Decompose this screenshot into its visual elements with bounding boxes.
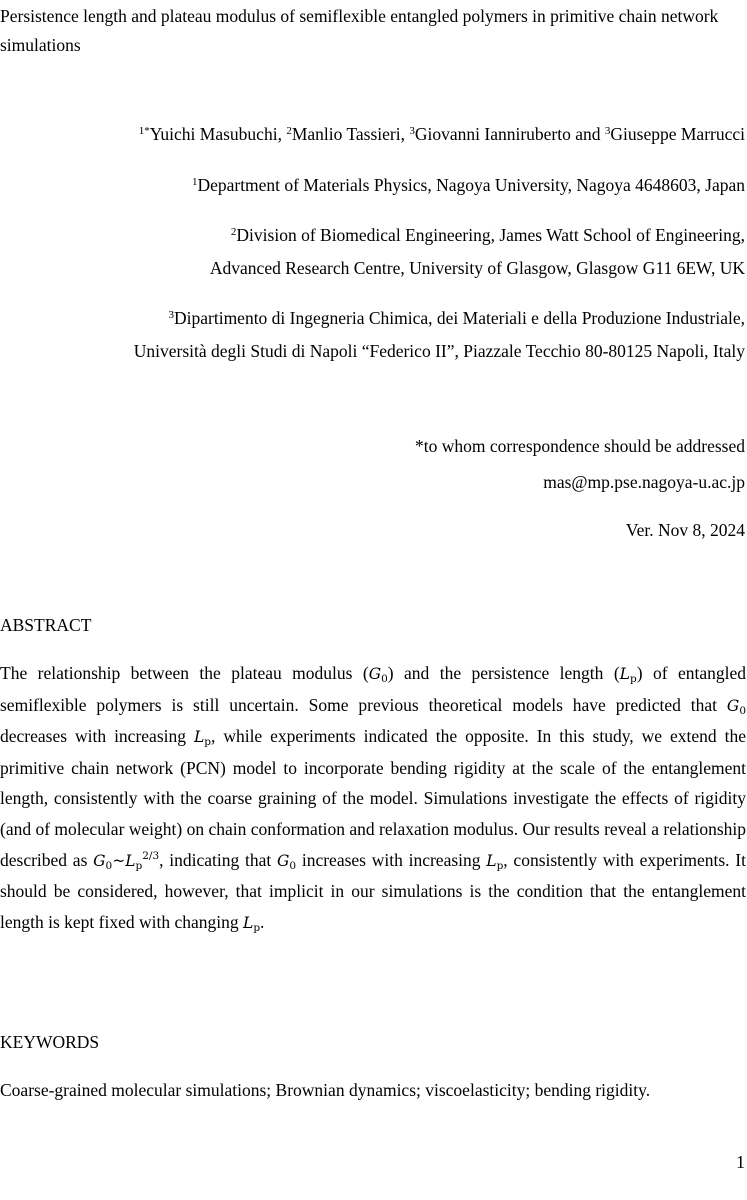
math-subscript: p xyxy=(135,859,143,872)
math-g0 xyxy=(727,697,746,715)
math-symbol: G xyxy=(277,851,290,870)
abstract-text: increases with increasing xyxy=(296,849,487,870)
version-date: Ver. Nov 8, 2024 xyxy=(625,520,745,540)
math-symbol: L xyxy=(243,913,254,932)
author-mark: 3 xyxy=(604,125,611,137)
math-g0 xyxy=(277,852,296,870)
abstract-text: The relationship between the plateau modulus ( xyxy=(0,663,369,683)
math-symbol: L xyxy=(486,851,497,870)
author-name: Giovanni Ianniruberto and xyxy=(414,124,605,144)
math-exponent: 2/3 xyxy=(142,849,160,862)
math-symbol: L xyxy=(125,851,136,870)
correspondence-note: *to whom correspondence should be addressed xyxy=(415,436,745,456)
author-name: Giuseppe Marrucci xyxy=(610,124,745,144)
math-symbol: G xyxy=(93,851,106,870)
abstract-text: ) of entangled semiflexible polymers is still uncertain. Some previous theoretical models have predicted that xyxy=(0,663,746,715)
affiliation-text: Department of Materials Physics, Nagoya University, Nagoya 4648603, Japan xyxy=(197,175,745,195)
keywords-text: Coarse-grained molecular simulations; Brownian dynamics; viscoelasticity; bending rigidity. xyxy=(0,1080,651,1100)
math-symbol: L xyxy=(619,665,630,683)
abstract-text: ) and the persistence length ( xyxy=(387,663,620,683)
affiliation-mark: 2 xyxy=(230,226,237,238)
math-subscript: 0 xyxy=(739,704,746,717)
author-mark: 1* xyxy=(138,125,150,137)
page-number: 1 xyxy=(736,1152,745,1172)
abstract-text: , indicating that xyxy=(159,849,278,870)
math-subscript: p xyxy=(629,673,637,685)
affiliation-2-line-2: Advanced Research Centre, University of Glasgow, Glasgow G11 6EW, UK xyxy=(209,258,745,278)
affiliation-mark: 1 xyxy=(191,176,198,188)
math-lp xyxy=(193,728,211,749)
affiliation-mark: 3 xyxy=(168,309,174,321)
math-lp xyxy=(620,665,637,683)
abstract-text: decreases with increasing xyxy=(0,726,194,747)
math-subscript: p xyxy=(253,921,261,934)
math-subscript: 0 xyxy=(289,859,297,872)
affiliation-3-line-1 xyxy=(169,308,746,329)
affiliation-1 xyxy=(192,175,745,196)
paper-title: Persistence length and plateau modulus of semiflexible entangled polymers in primitive chain network simulations xyxy=(0,6,719,55)
author-mark: 3 xyxy=(409,125,415,137)
math-symbol: G xyxy=(368,665,382,683)
abstract-text: . xyxy=(260,911,265,932)
affiliation-text: Dipartimento di Ingegneria Chimica, dei Materiali e della Produzione Industriale, xyxy=(174,308,745,328)
math-subscript: p xyxy=(496,859,504,872)
math-symbol: L xyxy=(193,728,205,747)
author-line xyxy=(139,124,745,145)
math-g0 xyxy=(369,665,388,683)
keywords-heading: KEYWORDS xyxy=(0,1032,100,1052)
math-lp xyxy=(486,852,503,870)
correspondence-email: mas@mp.pse.nagoya-u.ac.jp xyxy=(543,472,745,492)
author-name: Manlio Tassieri, xyxy=(291,124,410,144)
math-subscript: 0 xyxy=(381,673,388,685)
author-name: Yuichi Masubuchi, xyxy=(149,124,287,144)
math-lp xyxy=(243,914,260,932)
math-relation xyxy=(93,849,160,872)
affiliation-3-line-2: Università degli Studi di Napoli “Federico II”, Piazzale Tecchio 80-80125 Napoli, Italy xyxy=(133,341,745,361)
abstract-heading: ABSTRACT xyxy=(0,615,92,635)
affiliation-text: Division of Biomedical Engineering, James Watt School of Engineering, xyxy=(236,225,745,245)
math-tilde: ~ xyxy=(112,851,126,870)
math-symbol: G xyxy=(726,696,740,715)
affiliation-2-line-1 xyxy=(231,225,745,246)
abstract-text: , consistently with experiments. It should be considered, however, that implicit in our simulations is the condition that the entanglement length is kept fixed with changing xyxy=(0,849,746,932)
abstract-text: , while experiments indicated the opposite. In this study, we extend the primitive chain network (PCN) model to incorporate bending rigidity at the scale of the entanglement length, consistently with the coarse graining of the model. Simulations investigate the effects of rigidity (and of molecular weight) on chain conformation and relaxation modulus. Our results reveal a relationship described as xyxy=(0,726,746,870)
abstract-body xyxy=(0,658,746,938)
author-mark: 2 xyxy=(286,125,292,137)
math-subscript: 0 xyxy=(105,859,113,872)
math-subscript: p xyxy=(204,736,211,749)
